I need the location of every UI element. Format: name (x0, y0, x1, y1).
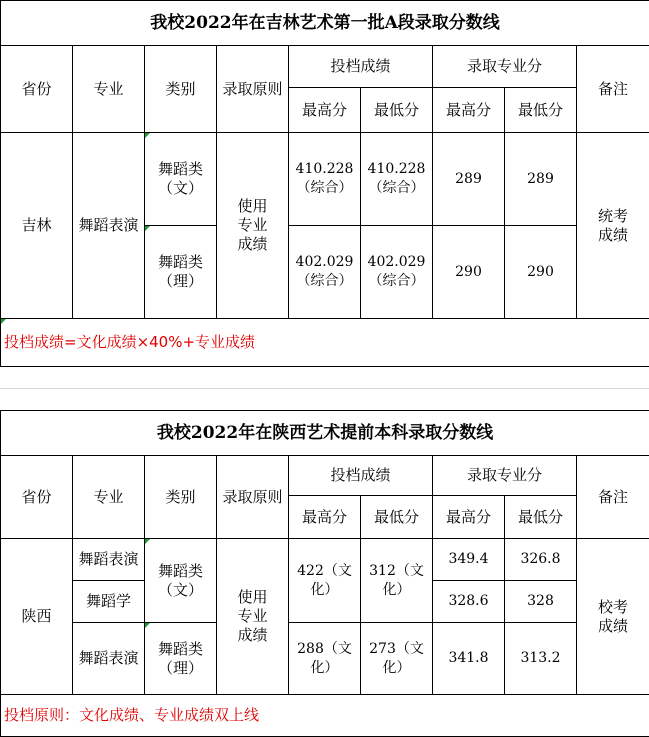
cell-marker-icon (1, 319, 6, 324)
header-major: 专业 (73, 46, 145, 133)
table-row (1, 623, 649, 651)
major-max-cell: 289 (433, 133, 505, 226)
header-major-score: 录取专业分 (433, 46, 577, 88)
file-min-cell (361, 623, 433, 695)
table-row (1, 133, 649, 226)
file-max-cell (289, 539, 361, 623)
header-principle: 录取原则 (217, 46, 289, 133)
category-text: 舞蹈类（文） (157, 561, 203, 599)
header-category: 类别 (145, 456, 217, 539)
table-row (1, 539, 649, 581)
major-cell: 舞蹈表演 (73, 539, 145, 581)
header-file-min: 最低分 (361, 496, 433, 539)
header-major: 专业 (73, 456, 145, 539)
header-principle: 录取原则 (217, 456, 289, 539)
principle-cell (217, 133, 289, 319)
file-min-text: 312（文化） (369, 562, 424, 598)
province-cell: 陕西 (1, 539, 73, 695)
remark-cell (577, 133, 649, 319)
cell-marker-icon (145, 539, 150, 544)
principle-cell (217, 539, 289, 695)
remark-text: 校考成绩 (598, 597, 629, 635)
table-note (1, 319, 649, 367)
file-max-cell (289, 226, 361, 319)
note-text: 投档成绩=文化成绩×40%+专业成绩 (4, 333, 256, 351)
category-cell (145, 133, 217, 226)
header-major-min: 最低分 (505, 88, 577, 133)
cell-marker-icon (145, 133, 150, 138)
major-max-cell: 349.4 (433, 539, 505, 581)
file-min-text: 402.029（综合） (367, 254, 426, 289)
header-province: 省份 (1, 456, 73, 539)
major-min-cell: 328 (505, 581, 577, 623)
major-min-cell: 326.8 (505, 539, 577, 581)
file-min-text: 410.228（综合） (367, 161, 426, 196)
file-max-text: 288（文化） (297, 640, 352, 676)
major-min-cell: 290 (505, 226, 577, 319)
header-major-max: 最高分 (433, 496, 505, 539)
major-cell: 舞蹈表演 (73, 133, 145, 319)
file-min-cell (361, 539, 433, 623)
jilin-score-table (0, 0, 649, 367)
header-major-min: 最低分 (505, 496, 577, 539)
principle-text: 使用专业成绩 (237, 197, 268, 253)
cell-marker-icon (145, 226, 150, 231)
major-max-cell: 341.8 (433, 623, 505, 695)
header-remark: 备注 (577, 456, 649, 539)
divider (0, 388, 649, 389)
shaanxi-score-table (0, 410, 649, 737)
file-max-text: 422（文化） (297, 562, 352, 598)
category-cell (145, 623, 217, 695)
file-min-text: 273（文化） (369, 640, 424, 676)
major-max-cell: 290 (433, 226, 505, 319)
file-max-text: 410.228（综合） (295, 161, 354, 196)
remark-cell (577, 539, 649, 695)
category-cell (145, 539, 217, 623)
table-title: 我校2022年在吉林艺术第一批A段录取分数线 (1, 1, 649, 46)
major-max-cell: 328.6 (433, 581, 505, 623)
header-file-max: 最高分 (289, 88, 361, 133)
category-text: 舞蹈类（理） (157, 253, 203, 290)
file-max-cell (289, 133, 361, 226)
category-cell (145, 226, 217, 319)
table-note: 投档原则：文化成绩、专业成绩双上线 (1, 695, 649, 737)
province-cell: 吉林 (1, 133, 73, 319)
header-province: 省份 (1, 46, 73, 133)
file-max-cell (289, 623, 361, 695)
header-file-min: 最低分 (361, 88, 433, 133)
file-min-cell (361, 133, 433, 226)
category-text: 舞蹈类（文） (157, 160, 203, 197)
cell-marker-icon (145, 623, 150, 628)
remark-text: 统考成绩 (598, 206, 629, 244)
header-file-max: 最高分 (289, 496, 361, 539)
major-min-cell: 289 (505, 133, 577, 226)
principle-text: 使用专业成绩 (237, 588, 268, 644)
header-file-score: 投档成绩 (289, 46, 433, 88)
category-text: 舞蹈类（理） (157, 639, 203, 677)
header-remark: 备注 (577, 46, 649, 133)
major-cell: 舞蹈表演 (73, 623, 145, 695)
header-category: 类别 (145, 46, 217, 133)
major-min-cell: 313.2 (505, 623, 577, 695)
header-file-score: 投档成绩 (289, 456, 433, 496)
major-cell: 舞蹈学 (73, 581, 145, 623)
header-major-max: 最高分 (433, 88, 505, 133)
file-max-text: 402.029（综合） (295, 254, 354, 289)
header-major-score: 录取专业分 (433, 456, 577, 496)
table-title: 我校2022年在陕西艺术提前本科录取分数线 (1, 411, 649, 456)
file-min-cell (361, 226, 433, 319)
